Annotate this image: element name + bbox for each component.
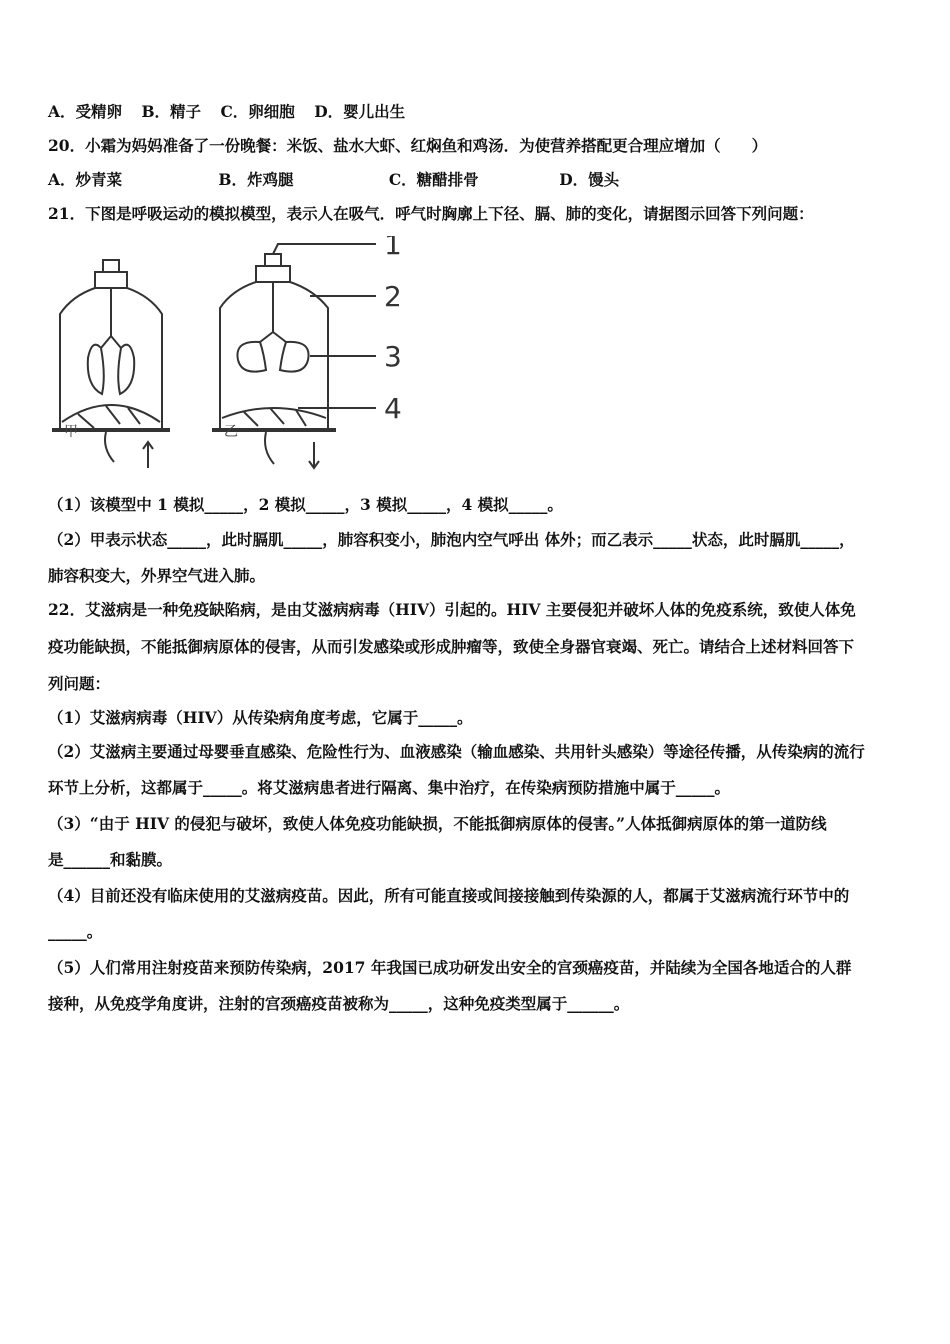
figure-label-2: 2 bbox=[384, 280, 402, 313]
q22-sub2-line2: 环节上分析，这都属于_____。将艾滋病患者进行隔离、集中治疗，在传染病预防措施中属于_____。 bbox=[48, 778, 731, 797]
q22-sub2-line1: （2）艾滋病主要通过母婴垂直感染、危险性行为、血液感染（输血感染、共用针头感染）等途径传播，从传染病的流行 bbox=[48, 742, 865, 761]
q22-sub1: （1）艾滋病病毒（HIV）从传染病角度考虑，它属于_____。 bbox=[48, 708, 473, 727]
q21-sub2-line2: 肺容积变大，外界空气进入肺。 bbox=[48, 566, 266, 585]
q22-sub4-line2: _____。 bbox=[48, 922, 103, 941]
q19-option-c: C．卵细胞 bbox=[220, 102, 295, 121]
q22-stem-line1: 22．艾滋病是一种免疫缺陷病，是由艾滋病病毒（HIV）引起的。HIV 主要侵犯并破坏人体的免疫系统，致使人体免 bbox=[48, 600, 856, 619]
figure-label-1: 1 bbox=[384, 236, 402, 261]
figure-mark-right: 乙 bbox=[224, 424, 238, 440]
q20-option-c: C．糖醋排骨 bbox=[388, 170, 479, 189]
figure-label-4: 4 bbox=[384, 392, 402, 425]
q20-option-a: A．炒青菜 bbox=[48, 170, 123, 189]
q19-option-b: B．精子 bbox=[141, 102, 202, 121]
q22-sub5-line1: （5）人们常用注射疫苗来预防传染病，2017 年我国已成功研发出安全的宫颈癌疫苗，并陆续为全国各地适合的人群 bbox=[48, 958, 852, 977]
q20-stem: 20．小霜为妈妈准备了一份晚餐：米饭、盐水大虾、红焖鱼和鸡汤．为使营养搭配更合理应增加（ ） bbox=[48, 136, 768, 155]
q21-sub1: （1）该模型中 1 模拟_____，2 模拟_____，3 模拟_____，4 模拟_____。 bbox=[48, 495, 563, 514]
q22-stem-line2: 疫功能缺损，不能抵御病原体的侵害，从而引发感染或形成肿瘤等，致使全身器官衰竭、死亡。请结合上述材料回答下 bbox=[48, 637, 855, 656]
q22-sub3-line1: （3）“由于 HIV 的侵犯与破坏，致使人体免疫功能缺损，不能抵御病原体的侵害。”人体抵御病原体的第一道防线 bbox=[48, 814, 827, 833]
q20-options bbox=[48, 170, 619, 190]
q21-sub2-line1: （2）甲表示状态_____，此时膈肌_____，肺容积变小，肺泡内空气呼出 体外；而乙表示_____状态，此时膈肌_____， bbox=[48, 530, 855, 549]
figure-label-3: 3 bbox=[384, 340, 402, 373]
q22-sub3-line2: 是______和黏膜。 bbox=[48, 850, 173, 869]
q19-option-d: D．婴儿出生 bbox=[314, 102, 406, 121]
q20-option-b: B．炸鸡腿 bbox=[218, 170, 294, 189]
q20-option-d: D．馒头 bbox=[559, 170, 620, 189]
breathing-model-figure bbox=[48, 236, 428, 486]
q19-options bbox=[48, 102, 405, 122]
q19-option-a: A．受精卵 bbox=[48, 102, 123, 121]
q22-sub5-line2: 接种，从免疫学角度讲，注射的宫颈癌疫苗被称为_____，这种免疫类型属于______。 bbox=[48, 994, 630, 1013]
q22-stem-line3: 列问题： bbox=[48, 674, 111, 693]
q22-sub4-line1: （4）目前还没有临床使用的艾滋病疫苗。因此，所有可能直接或间接接触到传染源的人，都属于艾滋病流行环节中的 bbox=[48, 886, 850, 905]
figure-mark-left: 甲 bbox=[64, 424, 78, 440]
q21-stem: 21．下图是呼吸运动的模拟模型，表示人在吸气．呼气时胸廓上下径、膈、肺的变化，请据图示回答下列问题： bbox=[48, 204, 814, 223]
